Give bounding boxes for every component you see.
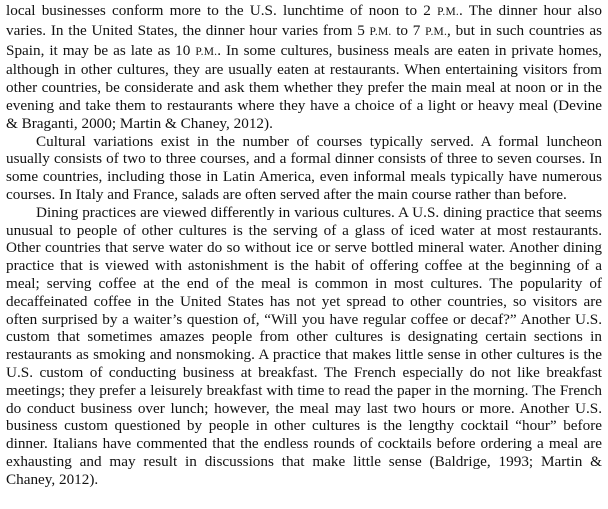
small-caps-pm: P.M. xyxy=(369,25,392,38)
small-caps-pm: P.M. xyxy=(425,25,448,38)
small-caps-pm: P.M. xyxy=(437,6,459,18)
text-run: , but in such countries as Spain, it may be as late as 10 xyxy=(6,21,602,59)
paragraph-meal-times xyxy=(6,2,602,133)
text-run: . In some cultures, business meals are eaten in private homes, although in other cultures, they are usually eaten at restaurants. When entertaining visitors from other countries, be considerate and ask them whether they prefer the main meal at noon or in the evening and take them to restaurants where they have a choice of a light or heavy meal (Devine & Braganti, 2000; Martin & Chaney, 2012). xyxy=(6,41,602,132)
paragraph-courses xyxy=(6,133,602,204)
text-run: Cultural variations exist in the number of courses typically served. A formal luncheon usually consists of two to three courses, and a formal dinner consists of three to seven courses. In some countries, including those in Latin America, even informal meals typically have numerous courses. In Italy and France, salads are often served after the main course rather than before. xyxy=(6,132,602,203)
paragraph-dining-practices xyxy=(6,204,602,489)
text-run: . The dinner hour also varies. In the United States, the dinner hour varies from 5 xyxy=(6,2,602,39)
document-page xyxy=(6,2,602,489)
text-run: to 7 xyxy=(391,21,426,39)
text-run: Dining practices are viewed differently in various cultures. A U.S. dining practice that seems unusual to people of other cultures is the serving of a glass of iced water at most restaurants. Other countries that serve water do so without ice or serve bottled mineral water. Another dining practice that is viewed with astonishment is the habit of offering coffee at the beginning of a meal; serving coffee at the end of the meal is common in most cultures. The popularity of decaffeinated coffee in the United States has not yet spread to other countries, so visitors are often surprised by a waiter’s question of, “Will you have regular coffee or decaf?” Another U.S. custom that sometimes amazes people from other cultures is designating certain sections in restaurants as smoking and nonsmoking. A practice that makes little sense in other cultures is the U.S. custom of conducting business at breakfast. The French especially do not like breakfast meetings; they prefer a leisurely breakfast with time to read the paper in the morning. The French do conduct business over lunch; however, the meal may last two hours or more. Another U.S. business custom questioned by people in other cultures is the lengthy cocktail “hour” before dinner. Italians have commented that the endless rounds of cocktails before ordering a meal are exhausting and may result in discussions that make little sense (Baldrige, 1993; Martin & Chaney, 2012). xyxy=(6,203,602,488)
text-run: local businesses conform more to the U.S. lunchtime of noon to 2 xyxy=(6,2,438,19)
small-caps-pm: P.M. xyxy=(195,45,218,58)
